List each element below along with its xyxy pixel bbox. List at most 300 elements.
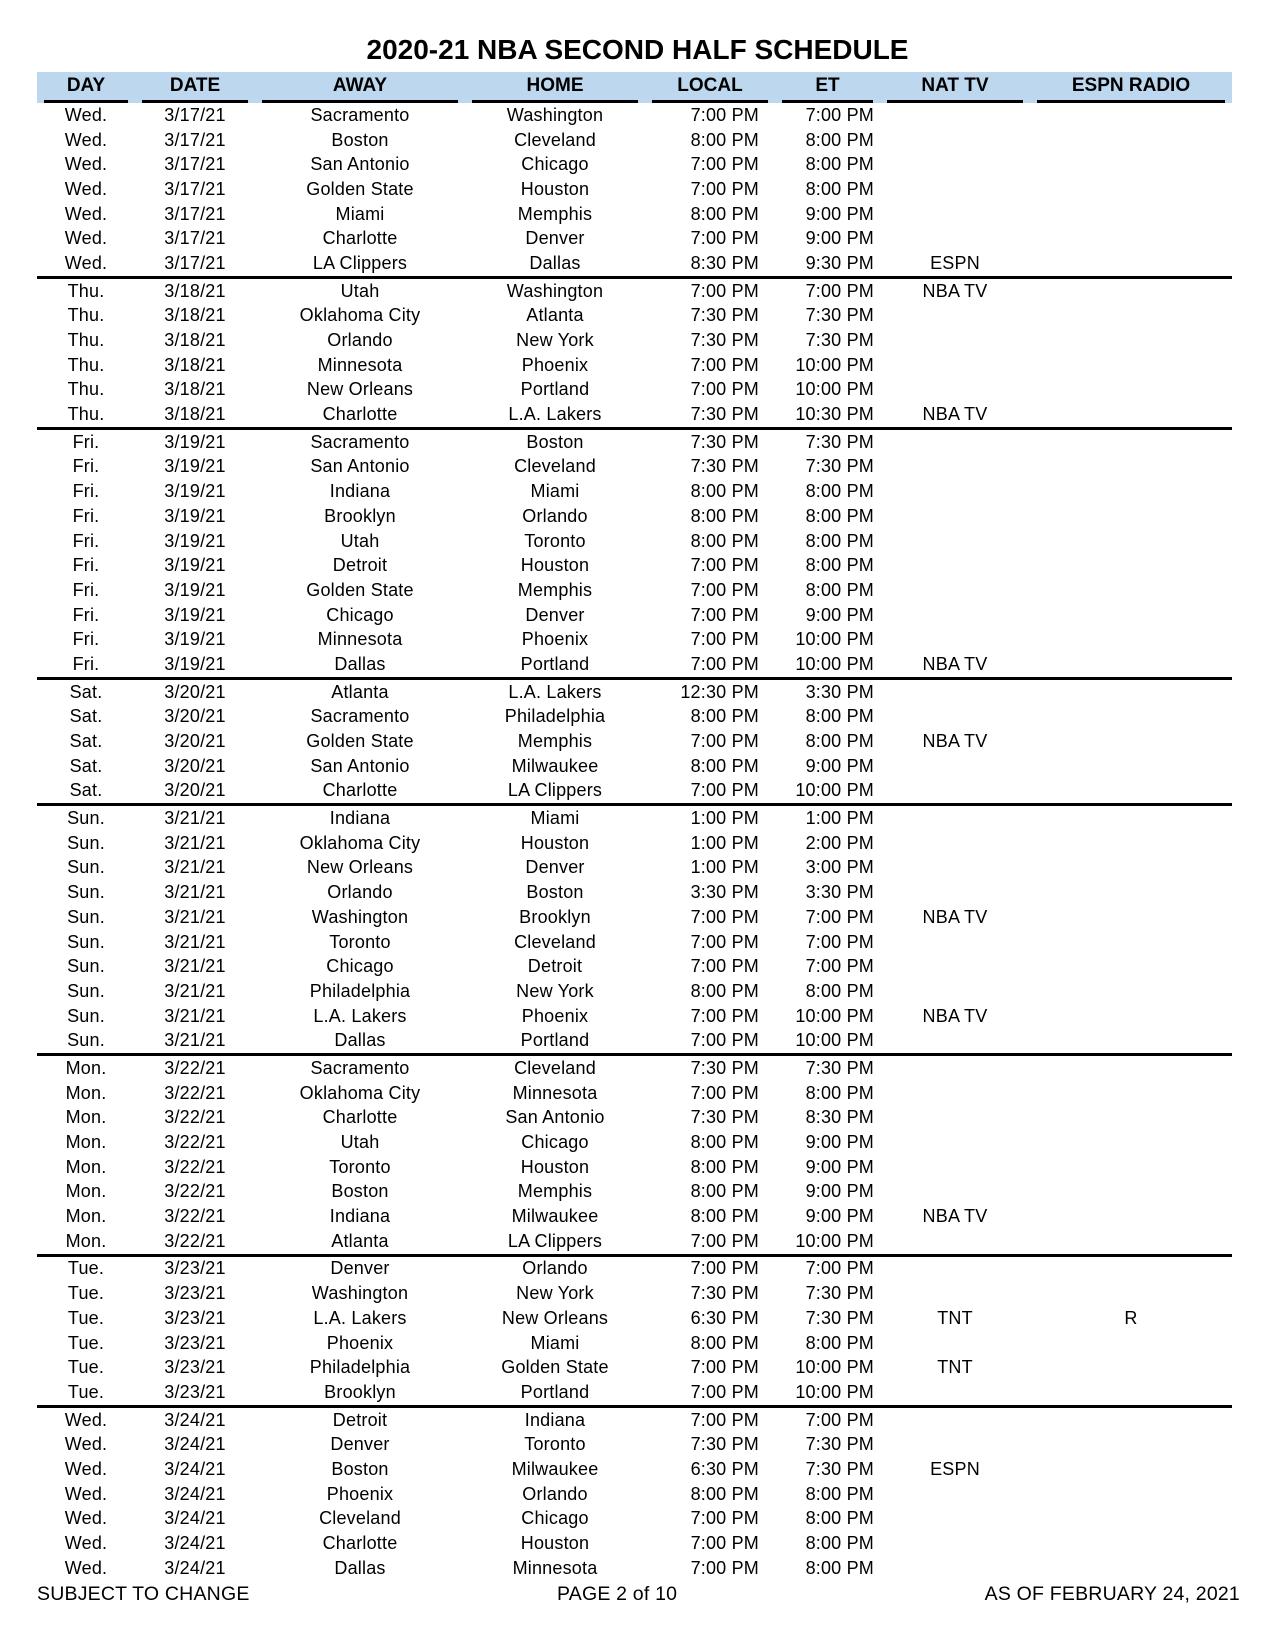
cell-away: Dallas bbox=[334, 1557, 386, 1578]
cell-day: Wed. bbox=[64, 228, 108, 249]
cell-et: 7:30 PM bbox=[805, 431, 874, 452]
cell-date: 3/19/21 bbox=[164, 456, 226, 477]
cell-away: Boston bbox=[331, 1458, 389, 1479]
cell-espn-radio bbox=[1030, 226, 1232, 251]
cell-nat-tv bbox=[880, 479, 1030, 504]
table-row bbox=[37, 856, 1232, 881]
table-row bbox=[37, 277, 1232, 303]
cell-date: 3/23/21 bbox=[164, 1357, 226, 1378]
cell-date: 3/23/21 bbox=[164, 1258, 226, 1279]
cell-home: Houston bbox=[520, 555, 590, 576]
cell-date: 3/21/21 bbox=[164, 808, 226, 829]
cell-home: Miami bbox=[530, 808, 580, 829]
cell-home: L.A. Lakers bbox=[508, 681, 602, 702]
cell-nat-tv: NBA TV bbox=[922, 731, 988, 752]
column-header-label: LOCAL bbox=[652, 75, 768, 103]
cell-away: Sacramento bbox=[310, 104, 410, 125]
cell-home: Orlando bbox=[522, 505, 588, 526]
cell-local: 7:00 PM bbox=[690, 280, 759, 301]
table-row bbox=[37, 202, 1232, 227]
cell-espn-radio bbox=[1030, 202, 1232, 227]
table-row bbox=[37, 103, 1232, 128]
cell-local: 7:00 PM bbox=[645, 652, 775, 678]
cell-date: 3/22/21 bbox=[135, 1229, 255, 1255]
cell-away: Miami bbox=[335, 203, 385, 224]
cell-nat-tv bbox=[880, 678, 1030, 704]
cell-away: Charlotte bbox=[322, 228, 398, 249]
cell-day: Tue. bbox=[67, 1283, 105, 1304]
cell-local: 7:00 PM bbox=[690, 1508, 759, 1529]
cell-day: Mon. bbox=[65, 1107, 107, 1128]
cell-day: Sat. bbox=[69, 731, 103, 752]
cell-home: Chicago bbox=[521, 154, 589, 175]
table-row bbox=[37, 1380, 1232, 1406]
cell-day: Sat. bbox=[69, 706, 103, 727]
table-row bbox=[37, 1180, 1232, 1205]
cell-day: Sat. bbox=[37, 779, 135, 805]
cell-local: 7:00 PM bbox=[690, 1082, 759, 1103]
cell-away: Indiana bbox=[329, 1206, 391, 1227]
table-row bbox=[37, 553, 1232, 578]
cell-home: Philadelphia bbox=[504, 706, 606, 727]
cell-date: 3/24/21 bbox=[164, 1434, 226, 1455]
cell-et: 8:00 PM bbox=[805, 129, 874, 150]
table-row bbox=[37, 578, 1232, 603]
footer-subject-to-change: SUBJECT TO CHANGE bbox=[37, 1583, 250, 1605]
cell-espn-radio bbox=[1030, 455, 1232, 480]
table-row bbox=[37, 1457, 1232, 1482]
table-row bbox=[37, 979, 1232, 1004]
cell-date: 3/19/21 bbox=[164, 604, 226, 625]
cell-home: Milwaukee bbox=[511, 1458, 599, 1479]
cell-date: 3/19/21 bbox=[164, 431, 226, 452]
cell-nat-tv bbox=[880, 328, 1030, 353]
column-header-label: ET bbox=[782, 75, 873, 103]
cell-nat-tv: NBA TV bbox=[922, 1206, 988, 1227]
cell-away: Minnesota bbox=[317, 629, 403, 650]
table-row bbox=[37, 1432, 1232, 1457]
cell-espn-radio bbox=[1030, 1482, 1232, 1507]
table-row bbox=[37, 529, 1232, 554]
cell-away: Brooklyn bbox=[324, 505, 396, 526]
cell-nat-tv bbox=[880, 930, 1030, 955]
cell-nat-tv bbox=[880, 705, 1030, 730]
cell-day: Tue. bbox=[37, 1380, 135, 1406]
cell-espn-radio bbox=[1030, 1507, 1232, 1532]
cell-local: 7:00 PM bbox=[690, 1409, 759, 1430]
cell-day: Sat. bbox=[69, 681, 103, 702]
cell-home: Milwaukee bbox=[511, 755, 599, 776]
cell-espn-radio bbox=[1030, 856, 1232, 881]
table-row bbox=[37, 304, 1232, 329]
cell-espn-radio bbox=[1030, 553, 1232, 578]
cell-nat-tv bbox=[880, 1155, 1030, 1180]
cell-local: 7:00 PM bbox=[645, 779, 775, 805]
table-row bbox=[37, 880, 1232, 905]
cell-nat-tv bbox=[880, 831, 1030, 856]
cell-day: Fri. bbox=[72, 505, 100, 526]
table-row bbox=[37, 177, 1232, 202]
cell-local: 8:00 PM bbox=[690, 530, 759, 551]
footer-as-of-date: AS OF FEBRUARY 24, 2021 bbox=[984, 1583, 1240, 1605]
cell-away: Charlotte bbox=[322, 1107, 398, 1128]
cell-date: 3/20/21 bbox=[164, 731, 226, 752]
cell-away: Dallas bbox=[255, 1028, 465, 1054]
cell-espn-radio bbox=[1030, 603, 1232, 628]
cell-away: Brooklyn bbox=[255, 1380, 465, 1406]
cell-day: Wed. bbox=[37, 251, 135, 277]
cell-day: Wed. bbox=[64, 154, 108, 175]
cell-espn-radio bbox=[1030, 479, 1232, 504]
table-row bbox=[37, 328, 1232, 353]
cell-home: Cleveland bbox=[514, 931, 596, 952]
cell-et: 8:00 PM bbox=[805, 154, 874, 175]
cell-date: 3/22/21 bbox=[164, 1206, 226, 1227]
cell-espn-radio bbox=[1030, 177, 1232, 202]
cell-home: Dallas bbox=[465, 251, 645, 277]
cell-et: 8:00 PM bbox=[805, 1483, 874, 1504]
table-row bbox=[37, 603, 1232, 628]
cell-day: Fri. bbox=[37, 652, 135, 678]
cell-et: 8:00 PM bbox=[805, 481, 874, 502]
cell-day: Fri. bbox=[72, 456, 100, 477]
table-row bbox=[37, 678, 1232, 704]
cell-local: 7:30 PM bbox=[690, 1107, 759, 1128]
cell-home: Houston bbox=[520, 178, 590, 199]
cell-home: Orlando bbox=[522, 1483, 588, 1504]
cell-away: Oklahoma City bbox=[299, 1082, 421, 1103]
cell-et: 7:30 PM bbox=[805, 305, 874, 326]
cell-home: Atlanta bbox=[526, 305, 584, 326]
cell-et: 8:00 PM bbox=[805, 1533, 874, 1554]
cell-et: 9:00 PM bbox=[805, 1156, 874, 1177]
cell-nat-tv bbox=[880, 979, 1030, 1004]
cell-et: 9:00 PM bbox=[805, 1181, 874, 1202]
cell-home: San Antonio bbox=[505, 1107, 605, 1128]
cell-date: 3/23/21 bbox=[135, 1380, 255, 1406]
cell-local: 8:00 PM bbox=[690, 203, 759, 224]
cell-away: Denver bbox=[330, 1258, 390, 1279]
cell-home: Minnesota bbox=[512, 1082, 598, 1103]
cell-date: 3/22/21 bbox=[164, 1156, 226, 1177]
cell-local: 7:00 PM bbox=[690, 1005, 759, 1026]
cell-day: Sun. bbox=[67, 808, 105, 829]
cell-nat-tv bbox=[880, 529, 1030, 554]
cell-nat-tv bbox=[880, 1331, 1030, 1356]
cell-et: 8:00 PM bbox=[805, 731, 874, 752]
column-header-label: DATE bbox=[142, 75, 248, 103]
cell-home: Detroit bbox=[527, 956, 583, 977]
cell-nat-tv bbox=[880, 1055, 1030, 1081]
cell-day: Wed. bbox=[64, 1434, 108, 1455]
cell-home: Memphis bbox=[517, 731, 593, 752]
cell-date: 3/19/21 bbox=[164, 505, 226, 526]
cell-home: New York bbox=[516, 980, 594, 1001]
cell-date: 3/22/21 bbox=[164, 1132, 226, 1153]
cell-espn-radio bbox=[1030, 402, 1232, 428]
column-header-home bbox=[465, 72, 645, 103]
table-row bbox=[37, 1130, 1232, 1155]
cell-espn-radio bbox=[1030, 905, 1232, 930]
cell-nat-tv bbox=[880, 504, 1030, 529]
cell-away: Phoenix bbox=[326, 1483, 394, 1504]
cell-et: 9:00 PM bbox=[805, 1206, 874, 1227]
column-header-label: DAY bbox=[44, 75, 128, 103]
cell-away: Golden State bbox=[306, 178, 414, 199]
table-row bbox=[37, 1531, 1232, 1556]
cell-nat-tv bbox=[880, 1229, 1030, 1255]
cell-local: 8:30 PM bbox=[645, 251, 775, 277]
cell-date: 3/24/21 bbox=[164, 1557, 226, 1578]
column-header-away bbox=[255, 72, 465, 103]
cell-date: 3/21/21 bbox=[164, 882, 226, 903]
cell-espn-radio bbox=[1030, 578, 1232, 603]
cell-day: Thu. bbox=[67, 354, 105, 375]
cell-local: 7:30 PM bbox=[690, 456, 759, 477]
cell-local: 7:00 PM bbox=[690, 104, 759, 125]
cell-et: 2:00 PM bbox=[805, 832, 874, 853]
cell-home: Houston bbox=[520, 1533, 590, 1554]
cell-away: Utah bbox=[340, 530, 380, 551]
cell-espn-radio bbox=[1030, 779, 1232, 805]
cell-day: Sun. bbox=[67, 1005, 105, 1026]
cell-date: 3/24/21 bbox=[164, 1483, 226, 1504]
cell-nat-tv bbox=[880, 1180, 1030, 1205]
cell-nat-tv bbox=[880, 1130, 1030, 1155]
table-row bbox=[37, 779, 1232, 805]
cell-home: Brooklyn bbox=[519, 906, 591, 927]
cell-date: 3/24/21 bbox=[164, 1508, 226, 1529]
cell-day: Mon. bbox=[65, 1156, 107, 1177]
cell-home: Portland bbox=[465, 1380, 645, 1406]
cell-espn-radio bbox=[1030, 831, 1232, 856]
cell-nat-tv bbox=[880, 428, 1030, 454]
cell-away: Chicago bbox=[326, 604, 394, 625]
table-row bbox=[37, 1556, 1232, 1581]
cell-et: 8:00 PM bbox=[805, 579, 874, 600]
cell-et: 8:00 PM bbox=[805, 1508, 874, 1529]
cell-home: Cleveland bbox=[514, 456, 596, 477]
cell-local: 8:00 PM bbox=[690, 1156, 759, 1177]
cell-et: 10:00 PM bbox=[795, 1005, 874, 1026]
cell-nat-tv bbox=[880, 1081, 1030, 1106]
table-row bbox=[37, 1004, 1232, 1029]
page-footer bbox=[37, 1583, 1240, 1606]
cell-away: L.A. Lakers bbox=[313, 1005, 407, 1026]
cell-nat-tv bbox=[880, 805, 1030, 831]
cell-day: Sun. bbox=[67, 832, 105, 853]
cell-day: Mon. bbox=[65, 1181, 107, 1202]
table-row bbox=[37, 1406, 1232, 1432]
cell-local: 7:00 PM bbox=[690, 379, 759, 400]
cell-date: 3/22/21 bbox=[164, 1181, 226, 1202]
cell-home: Portland bbox=[465, 1028, 645, 1054]
cell-nat-tv bbox=[880, 378, 1030, 403]
cell-espn-radio bbox=[1030, 428, 1232, 454]
cell-et: 9:00 PM bbox=[805, 604, 874, 625]
cell-nat-tv bbox=[880, 226, 1030, 251]
cell-date: 3/17/21 bbox=[164, 178, 226, 199]
cell-away: Denver bbox=[330, 1434, 390, 1455]
cell-home: Phoenix bbox=[521, 1005, 589, 1026]
cell-day: Fri. bbox=[72, 604, 100, 625]
cell-local: 6:30 PM bbox=[690, 1307, 759, 1328]
cell-local: 7:30 PM bbox=[690, 1283, 759, 1304]
cell-day: Sun. bbox=[67, 956, 105, 977]
cell-away: Philadelphia bbox=[309, 1357, 411, 1378]
cell-nat-tv bbox=[880, 128, 1030, 153]
cell-local: 7:30 PM bbox=[690, 431, 759, 452]
cell-away: Philadelphia bbox=[309, 980, 411, 1001]
cell-espn-radio bbox=[1030, 1355, 1232, 1380]
column-header-nat-tv bbox=[880, 72, 1030, 103]
table-row bbox=[37, 455, 1232, 480]
cell-nat-tv bbox=[880, 455, 1030, 480]
cell-et: 8:00 PM bbox=[805, 530, 874, 551]
cell-local: 8:00 PM bbox=[690, 706, 759, 727]
cell-local: 8:00 PM bbox=[690, 1332, 759, 1353]
cell-local: 8:00 PM bbox=[690, 481, 759, 502]
cell-nat-tv bbox=[880, 954, 1030, 979]
cell-away: Sacramento bbox=[310, 431, 410, 452]
cell-day: Wed. bbox=[64, 129, 108, 150]
cell-home: Phoenix bbox=[521, 629, 589, 650]
cell-local: 8:00 PM bbox=[690, 1181, 759, 1202]
cell-away: Golden State bbox=[306, 731, 414, 752]
cell-date: 3/18/21 bbox=[164, 354, 226, 375]
cell-et: 7:00 PM bbox=[805, 280, 874, 301]
cell-day: Sun. bbox=[67, 857, 105, 878]
cell-home: Chicago bbox=[521, 1132, 589, 1153]
cell-espn-radio bbox=[1030, 678, 1232, 704]
cell-day: Wed. bbox=[64, 104, 108, 125]
cell-home: Miami bbox=[530, 481, 580, 502]
cell-espn-radio bbox=[1030, 880, 1232, 905]
cell-day: Thu. bbox=[67, 280, 105, 301]
cell-date: 3/19/21 bbox=[164, 629, 226, 650]
cell-nat-tv bbox=[880, 1556, 1030, 1581]
cell-away: Utah bbox=[340, 1132, 380, 1153]
cell-espn-radio bbox=[1030, 652, 1232, 678]
cell-espn-radio bbox=[1030, 979, 1232, 1004]
table-row bbox=[37, 954, 1232, 979]
cell-date: 3/17/21 bbox=[164, 154, 226, 175]
cell-et: 7:00 PM bbox=[805, 906, 874, 927]
cell-day: Wed. bbox=[64, 1508, 108, 1529]
cell-away: Charlotte bbox=[255, 402, 465, 428]
cell-day: Sun. bbox=[67, 980, 105, 1001]
cell-local: 1:00 PM bbox=[690, 808, 759, 829]
cell-date: 3/23/21 bbox=[164, 1283, 226, 1304]
footer-page-number: PAGE 2 of 10 bbox=[556, 1583, 678, 1605]
cell-day: Sun. bbox=[67, 906, 105, 927]
table-row bbox=[37, 353, 1232, 378]
cell-home: Washington bbox=[506, 280, 604, 301]
cell-local: 7:00 PM bbox=[690, 228, 759, 249]
column-header-label: HOME bbox=[472, 75, 638, 103]
cell-away: Cleveland bbox=[319, 1508, 401, 1529]
cell-home: New York bbox=[516, 1283, 594, 1304]
cell-home: Cleveland bbox=[514, 1057, 596, 1078]
cell-et: 7:00 PM bbox=[805, 1258, 874, 1279]
cell-date: 3/21/21 bbox=[164, 906, 226, 927]
cell-et: 3:30 PM bbox=[805, 681, 874, 702]
cell-day: Wed. bbox=[64, 1483, 108, 1504]
cell-away: LA Clippers bbox=[255, 251, 465, 277]
cell-nat-tv bbox=[880, 1281, 1030, 1306]
cell-espn-radio bbox=[1030, 729, 1232, 754]
cell-away: Toronto bbox=[329, 1156, 391, 1177]
cell-date: 3/17/21 bbox=[164, 203, 226, 224]
cell-away: Boston bbox=[331, 1181, 389, 1202]
cell-nat-tv: ESPN bbox=[880, 251, 1030, 277]
cell-espn-radio bbox=[1030, 1028, 1232, 1054]
table-row bbox=[37, 1106, 1232, 1131]
table-row bbox=[37, 428, 1232, 454]
cell-espn-radio bbox=[1030, 251, 1232, 277]
cell-espn-radio bbox=[1030, 1155, 1232, 1180]
cell-et: 10:00 PM bbox=[775, 1380, 880, 1406]
cell-date: 3/21/21 bbox=[164, 931, 226, 952]
cell-et: 7:00 PM bbox=[805, 104, 874, 125]
cell-local: 7:30 PM bbox=[690, 330, 759, 351]
cell-et: 8:00 PM bbox=[805, 505, 874, 526]
table-row bbox=[37, 402, 1232, 428]
cell-nat-tv bbox=[880, 1028, 1030, 1054]
cell-nat-tv: ESPN bbox=[930, 1458, 980, 1479]
cell-date: 3/19/21 bbox=[164, 481, 226, 502]
cell-home: Memphis bbox=[517, 203, 593, 224]
cell-nat-tv bbox=[880, 603, 1030, 628]
cell-local: 7:00 PM bbox=[690, 604, 759, 625]
cell-local: 1:00 PM bbox=[690, 832, 759, 853]
cell-local: 7:00 PM bbox=[690, 1557, 759, 1578]
cell-away: Atlanta bbox=[331, 681, 389, 702]
cell-away: Detroit bbox=[332, 555, 388, 576]
cell-away: Washington bbox=[311, 906, 409, 927]
cell-home: Portland bbox=[465, 652, 645, 678]
cell-espn-radio bbox=[1030, 1081, 1232, 1106]
cell-away: Orlando bbox=[327, 330, 393, 351]
cell-nat-tv bbox=[880, 152, 1030, 177]
table-row bbox=[37, 705, 1232, 730]
cell-et: 8:00 PM bbox=[805, 1557, 874, 1578]
cell-local: 7:30 PM bbox=[690, 1057, 759, 1078]
cell-nat-tv: NBA TV bbox=[880, 652, 1030, 678]
cell-date: 3/18/21 bbox=[164, 280, 226, 301]
cell-espn-radio bbox=[1030, 754, 1232, 779]
table-row bbox=[37, 729, 1232, 754]
cell-day: Tue. bbox=[67, 1357, 105, 1378]
cell-nat-tv bbox=[880, 856, 1030, 881]
table-row bbox=[37, 627, 1232, 652]
column-header-label: ESPN RADIO bbox=[1037, 75, 1225, 103]
cell-et: 8:00 PM bbox=[805, 178, 874, 199]
cell-day: Mon. bbox=[65, 1206, 107, 1227]
cell-day: Sun. bbox=[67, 931, 105, 952]
cell-day: Tue. bbox=[67, 1258, 105, 1279]
cell-away: Golden State bbox=[306, 579, 414, 600]
cell-espn-radio bbox=[1030, 1106, 1232, 1131]
cell-away: San Antonio bbox=[310, 755, 410, 776]
cell-day: Wed. bbox=[64, 1533, 108, 1554]
schedule-table-head bbox=[37, 72, 1232, 103]
cell-local: 8:00 PM bbox=[690, 980, 759, 1001]
cell-local: 8:00 PM bbox=[690, 755, 759, 776]
cell-home: Memphis bbox=[517, 579, 593, 600]
cell-local: 7:30 PM bbox=[645, 402, 775, 428]
cell-et: 7:00 PM bbox=[805, 956, 874, 977]
